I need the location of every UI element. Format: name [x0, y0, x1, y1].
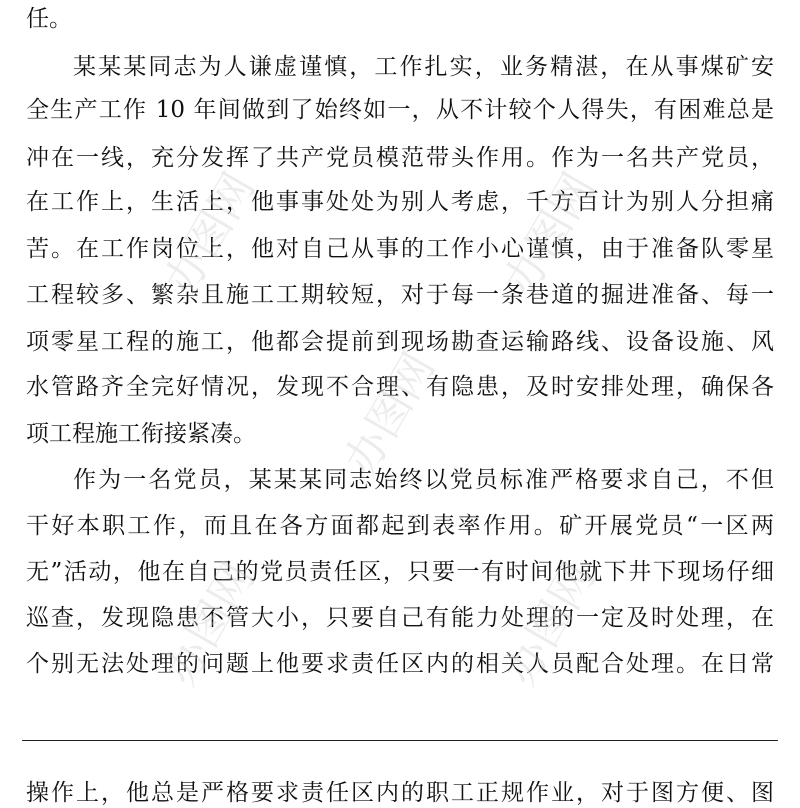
watermark: 办图网: [154, 164, 265, 305]
text-line: 干好本职工作，而且在各方面都起到表率作用。矿开展党员“一区两: [26, 513, 774, 539]
text-line: 项零星工程的施工，他都会提前到现场勘查运输路线、设备设施、风: [26, 329, 774, 355]
watermark: 办图网: [494, 164, 605, 305]
text-line: 无”活动，他在自己的党员责任区，只要一有时间他就下井下现场仔细: [26, 559, 774, 585]
text-line: 项工程施工衔接紧凑。: [26, 421, 256, 447]
text-line: 在工作上，生活上，他事事处处为别人考虑，千方百计为别人分担痛: [26, 189, 774, 215]
paragraph-start-line: 作为一名党员，某某某同志始终以党员标准严格要求自己，不但: [73, 467, 774, 493]
paragraph-start-line: 某某某同志为人谦虚谨慎，工作扎实，业务精湛，在从事煤矿安: [73, 54, 774, 80]
page-break-divider: [22, 740, 778, 741]
text-line: 苦。在工作岗位上，他对自己从事的工作小心谨慎，由于准备队零星: [26, 236, 774, 262]
text-line: 巡查，发现隐患不管大小，只要自己有能力处理的一定及时处理，在: [26, 605, 774, 631]
watermark: 办图网: [154, 554, 265, 695]
text-line: 个别无法处理的问题上他要求责任区内的相关人员配合处理。在日常: [26, 651, 774, 677]
text-line: 工程较多、繁杂且施工工期较短，对于每一条巷道的掘进准备、每一: [26, 282, 774, 308]
text-line: 任。: [26, 6, 72, 32]
next-page-text-line: 操作上，他总是严格要求责任区内的职工正规作业，对于图方便、图: [26, 780, 774, 806]
text-line: 冲在一线，充分发挥了共产党员模范带头作用。作为一名共产党员，: [26, 145, 774, 171]
text-line: 水管路齐全完好情况，发现不合理、有隐患，及时安排处理，确保各: [26, 374, 774, 400]
watermark: 办图网: [494, 554, 605, 695]
text-line: 全生产工作 10 年间做到了始终如一，从不计较个人得失，有困难总是: [26, 97, 774, 123]
watermark: 办图网: [334, 344, 445, 485]
